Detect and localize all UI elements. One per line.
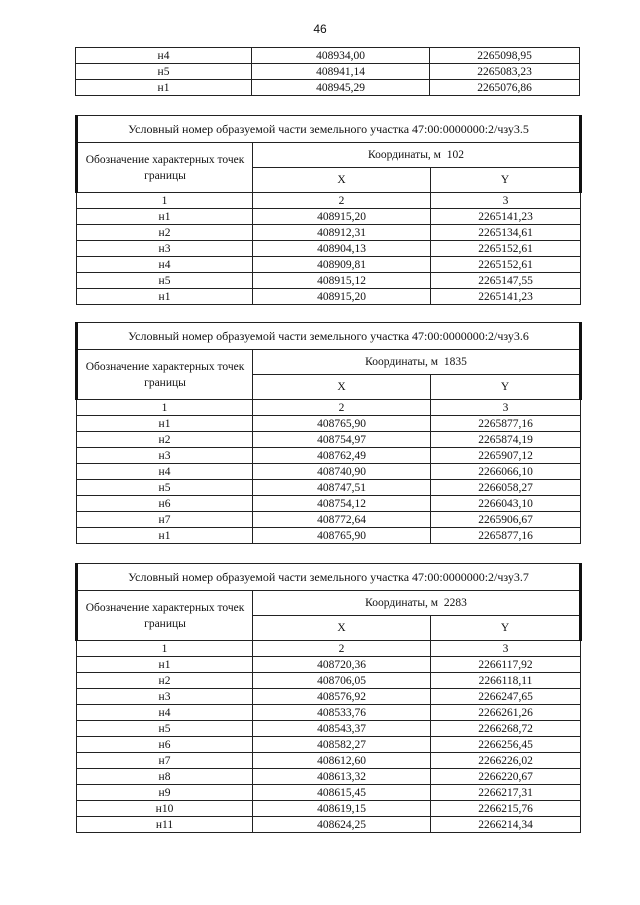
table-row: [77, 289, 581, 305]
x-cell: 408941,14: [252, 64, 430, 80]
point-cell: н7: [77, 512, 253, 528]
table-row: [77, 257, 581, 273]
y-cell: 2266268,72: [431, 721, 581, 737]
y-cell: 2266214,34: [431, 817, 581, 833]
table-title: Условный номер образуемой части земельного участка 47:00:0000000:2/чзу3.7: [77, 564, 581, 591]
x-cell: 408765,90: [253, 416, 431, 432]
column-number: 1: [77, 400, 253, 416]
point-cell: н8: [77, 769, 253, 785]
table-row: [77, 480, 581, 496]
point-cell: н4: [77, 705, 253, 721]
column-number: 3: [431, 641, 581, 657]
y-cell: 2265083,23: [430, 64, 580, 80]
y-column-header: Y: [431, 616, 581, 641]
x-cell: 408543,37: [253, 721, 431, 737]
coordinates-header: [253, 591, 581, 616]
point-cell: н5: [76, 64, 252, 80]
y-cell: 2265907,12: [431, 448, 581, 464]
point-cell: н11: [77, 817, 253, 833]
x-cell: 408934,00: [252, 48, 430, 64]
coordinates-table-3-6: [75, 322, 582, 544]
x-cell: 408765,90: [253, 528, 431, 544]
coordinates-header: [253, 350, 581, 375]
point-cell: н3: [77, 689, 253, 705]
table-row: [77, 753, 581, 769]
y-cell: 2266220,67: [431, 769, 581, 785]
point-cell: н6: [77, 496, 253, 512]
x-column-header: X: [253, 168, 431, 193]
coordinates-label: Координаты, м: [365, 356, 439, 368]
x-cell: 408945,29: [252, 80, 430, 96]
y-cell: 2266058,27: [431, 480, 581, 496]
y-cell: 2266217,31: [431, 785, 581, 801]
y-cell: 2265076,86: [430, 80, 580, 96]
column-number: 3: [431, 193, 581, 209]
table-row: [77, 785, 581, 801]
point-cell: н6: [77, 737, 253, 753]
y-cell: 2265147,55: [431, 273, 581, 289]
column-number: 2: [253, 641, 431, 657]
x-cell: 408615,45: [253, 785, 431, 801]
coordinates-table-3-5: [75, 115, 582, 305]
x-cell: 408904,13: [253, 241, 431, 257]
column-number: 1: [77, 193, 253, 209]
area-value: 2283: [443, 597, 467, 609]
point-cell: н1: [77, 209, 253, 225]
continuation-table: [75, 47, 580, 96]
point-cell: н7: [77, 753, 253, 769]
y-column-header: Y: [431, 375, 581, 400]
point-cell: н1: [77, 528, 253, 544]
x-cell: 408619,15: [253, 801, 431, 817]
area-value: 1835: [443, 356, 467, 368]
table-row: [77, 769, 581, 785]
column-numbers-row: [77, 400, 581, 416]
x-cell: 408772,64: [253, 512, 431, 528]
table-title: Условный номер образуемой части земельного участка 47:00:0000000:2/чзу3.6: [77, 323, 581, 350]
coordinates-label: Координаты, м: [368, 149, 441, 161]
y-cell: 2265874,19: [431, 432, 581, 448]
column-numbers-row: [77, 193, 581, 209]
point-column-header: Обозначение характерных точек границы: [77, 350, 253, 400]
point-cell: н4: [76, 48, 252, 64]
x-cell: 408720,36: [253, 657, 431, 673]
x-cell: 408612,60: [253, 753, 431, 769]
column-number: 2: [253, 400, 431, 416]
table-row: [77, 273, 581, 289]
x-column-header: X: [253, 616, 431, 641]
x-cell: 408915,12: [253, 273, 431, 289]
x-cell: 408754,97: [253, 432, 431, 448]
column-number: 1: [77, 641, 253, 657]
y-cell: 2265152,61: [431, 257, 581, 273]
x-cell: 408582,27: [253, 737, 431, 753]
page-number: 46: [313, 22, 327, 36]
coordinates-label: Координаты, м: [365, 597, 439, 609]
x-cell: 408747,51: [253, 480, 431, 496]
y-cell: 2265877,16: [431, 528, 581, 544]
table-title: Условный номер образуемой части земельного участка 47:00:0000000:2/чзу3.5: [77, 116, 581, 143]
y-cell: 2266066,10: [431, 464, 581, 480]
x-cell: 408754,12: [253, 496, 431, 512]
x-cell: 408915,20: [253, 209, 431, 225]
point-cell: н1: [77, 657, 253, 673]
y-cell: 2266247,65: [431, 689, 581, 705]
coordinates-table-3-7: [75, 563, 582, 833]
y-cell: 2265098,95: [430, 48, 580, 64]
table-row: [77, 496, 581, 512]
table-row: [77, 209, 581, 225]
point-cell: н3: [77, 241, 253, 257]
y-cell: 2265152,61: [431, 241, 581, 257]
point-cell: н5: [77, 480, 253, 496]
x-cell: 408706,05: [253, 673, 431, 689]
table-row: [77, 817, 581, 833]
y-cell: 2266226,02: [431, 753, 581, 769]
table-row: [76, 48, 580, 64]
point-column-header: Обозначение характерных точек границы: [77, 143, 253, 193]
point-column-header: Обозначение характерных точек границы: [77, 591, 253, 641]
point-cell: н4: [77, 257, 253, 273]
x-cell: 408533,76: [253, 705, 431, 721]
x-cell: 408915,20: [253, 289, 431, 305]
column-number: 2: [253, 193, 431, 209]
y-cell: 2266043,10: [431, 496, 581, 512]
x-cell: 408576,92: [253, 689, 431, 705]
column-numbers-row: [77, 641, 581, 657]
point-cell: н1: [77, 416, 253, 432]
table-row: [77, 528, 581, 544]
y-cell: 2266256,45: [431, 737, 581, 753]
y-cell: 2265906,67: [431, 512, 581, 528]
x-cell: 408740,90: [253, 464, 431, 480]
x-cell: 408909,81: [253, 257, 431, 273]
coordinates-header: [253, 143, 581, 168]
point-cell: н1: [76, 80, 252, 96]
x-cell: 408624,25: [253, 817, 431, 833]
y-cell: 2266118,11: [431, 673, 581, 689]
table-row: [77, 657, 581, 673]
x-column-header: X: [253, 375, 431, 400]
x-cell: 408912,31: [253, 225, 431, 241]
point-cell: н2: [77, 673, 253, 689]
table-row: [77, 689, 581, 705]
table-row: [77, 464, 581, 480]
table-row: [76, 64, 580, 80]
table-row: [76, 80, 580, 96]
point-cell: н5: [77, 721, 253, 737]
point-cell: н9: [77, 785, 253, 801]
y-cell: 2265134,61: [431, 225, 581, 241]
y-cell: 2265877,16: [431, 416, 581, 432]
table-row: [77, 416, 581, 432]
point-cell: н2: [77, 432, 253, 448]
y-cell: 2266261,26: [431, 705, 581, 721]
table-row: [77, 241, 581, 257]
y-cell: 2265141,23: [431, 209, 581, 225]
table-row: [77, 512, 581, 528]
y-cell: 2266215,76: [431, 801, 581, 817]
table-row: [77, 432, 581, 448]
point-cell: н3: [77, 448, 253, 464]
table-row: [77, 673, 581, 689]
point-cell: н4: [77, 464, 253, 480]
point-cell: н1: [77, 289, 253, 305]
point-cell: н10: [77, 801, 253, 817]
table-row: [77, 448, 581, 464]
area-value: 102: [446, 149, 464, 161]
x-cell: 408762,49: [253, 448, 431, 464]
point-cell: н2: [77, 225, 253, 241]
y-cell: 2265141,23: [431, 289, 581, 305]
table-row: [77, 705, 581, 721]
table-row: [77, 801, 581, 817]
table-row: [77, 225, 581, 241]
table-row: [77, 737, 581, 753]
column-number: 3: [431, 400, 581, 416]
table-row: [77, 721, 581, 737]
y-column-header: Y: [431, 168, 581, 193]
x-cell: 408613,32: [253, 769, 431, 785]
y-cell: 2266117,92: [431, 657, 581, 673]
point-cell: н5: [77, 273, 253, 289]
